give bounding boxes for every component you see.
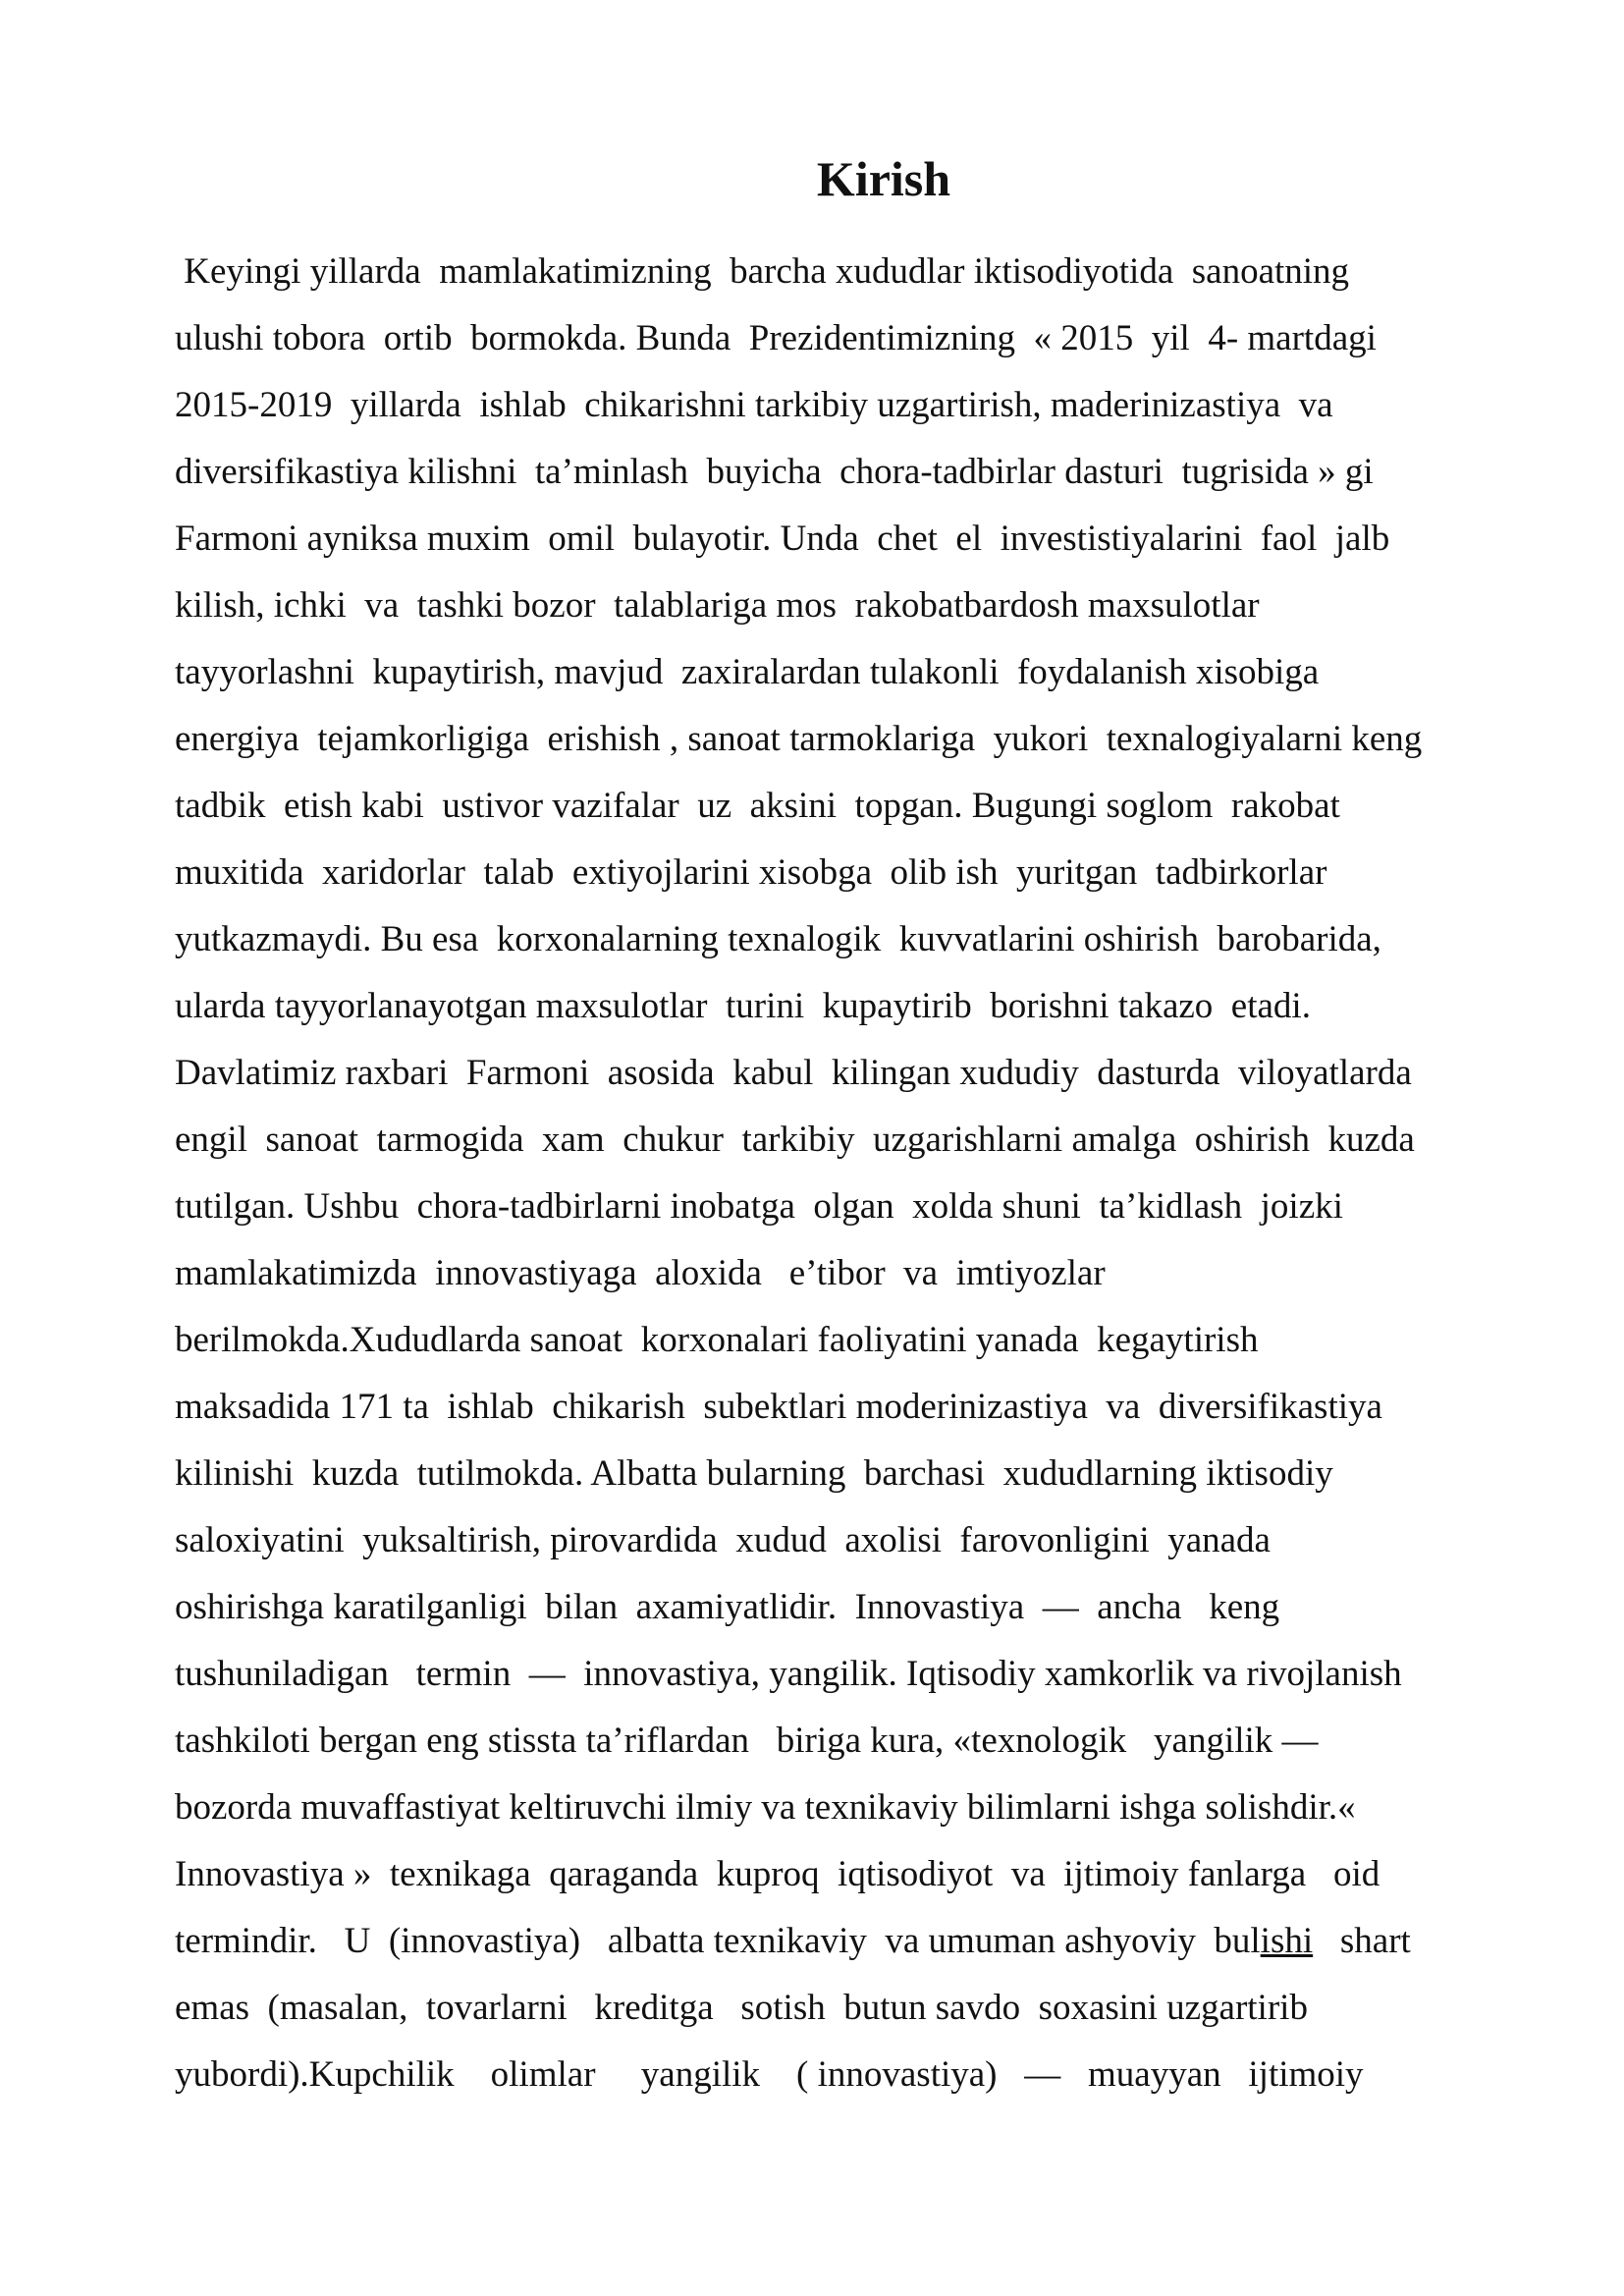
text-line: yubordi).Kupchilik olimlar yangilik ( innovastiya) — muayyan ijtimoiy (175, 2054, 1364, 2095)
text-line: ulushi tobora ortib bormokda. Bunda Prezidentimizning « 2015 yil 4- martdagi (175, 318, 1377, 358)
text-line: tadbik etish kabi ustivor vazifalar uz aksini topgan. Bugungi soglom rakobat (175, 786, 1340, 826)
document-body (175, 239, 1530, 2108)
text-line: maksadida 171 ta ishlab chikarish subektlari moderinizastiya va diversifikastiya (175, 1387, 1382, 1427)
text-line: tushuniladigan termin — innovastiya, yangilik. Iqtisodiy xamkorlik va rivojlanish (175, 1654, 1402, 1694)
text-line: diversifikastiya kilishni ta’minlash buyicha chora-tadbirlar dasturi tugrisida » gi (175, 452, 1374, 492)
text-line: bozorda muvaffastiyat keltiruvchi ilmiy va texnikaviy bilimlarni ishga solishdir.« (175, 1787, 1356, 1828)
text-line: tayyorlashni kupaytirish, mavjud zaxiralardan tulakonli foydalanish xisobiga (175, 652, 1320, 692)
text-line: muxitida xaridorlar talab extiyojlarini xisobga olib ish yuritgan tadbirkorlar (175, 852, 1327, 893)
text-segment: termindir. U (innovastiya) albatta texnikaviy va umuman ashyoviy bul (175, 1921, 1261, 1961)
underlined-word: ishi (1260, 1921, 1314, 1961)
text-line: tashkiloti bergan eng stisstа ta’riflardan biriga kura, «texnologik yangilik — (175, 1721, 1319, 1761)
text-line: berilmokda.Xududlarda sanoat korxonalari faoliyatini yanada kegaytirish (175, 1320, 1259, 1360)
text-line: tutilgan. Ushbu chora-tadbirlarni inobatga olgan xolda shuni ta’kidlash joizki (175, 1186, 1343, 1227)
text-line: Innovastiya » texnikaga qaraganda kuproq iqtisodiyot va ijtimoiy fanlarga oid (175, 1854, 1380, 1894)
text-line: kilinishi kuzda tutilmokda. Albatta bularning barchasi xududlarning iktisodiy (175, 1453, 1333, 1494)
text-line: 2015-2019 yillarda ishlab chikarishni tarkibiy uzgartirish, maderinizastiya va (175, 385, 1333, 425)
text-line-with-underline (175, 1908, 1530, 1975)
text-line: yutkazmaydi. Bu esa korxonalarning texnalogik kuvvatlarini oshirish barobarida, (175, 919, 1381, 959)
text-line: engil sanoat tarmogida xam chukur tarkibiy uzgarishlarni amalga oshirish kuzda (175, 1120, 1415, 1160)
text-line: mamlakatimizda innovastiyaga aloxida e’tibor va imtiyozlar (175, 1253, 1106, 1293)
text-line: kilish, ichki va tashki bozor talablariga mos rakobatbardosh maxsulotlar (175, 585, 1260, 626)
text-line: Keyingi yillarda mamlakatimizning barcha xududlar iktisodiyotida sanoatning (175, 251, 1350, 292)
text-line: saloxiyatini yuksaltirish, pirovardida xudud axolisi farovonligini yanada (175, 1520, 1271, 1560)
text-line: Davlatimiz raxbari Farmoni asosida kabul kilingan xududiy dasturda viloyatlarda (175, 1053, 1412, 1093)
text-line: oshirishga karatilganligi bilan axamiyatlidir. Innovastiya — ancha keng (175, 1587, 1280, 1627)
text-segment: shart (1313, 1921, 1411, 1961)
text-line: Farmoni ayniksa muxim omil bulayotir. Unda chet el investistiyalarini faol jalb (175, 519, 1390, 559)
text-line: emas (masalan, tovarlarni kreditga sotish butun savdo soxasini uzgartirib (175, 1988, 1308, 2028)
text-line: ularda tayyorlanayotgan maxsulotlar turini kupaytirib borishni takazo etadi. (175, 986, 1311, 1026)
text-line: energiya tejamkorligiga erishish , sanoat tarmoklariga yukori texnalogiyalarni keng (175, 719, 1423, 759)
page-title: Kirish (816, 151, 951, 206)
